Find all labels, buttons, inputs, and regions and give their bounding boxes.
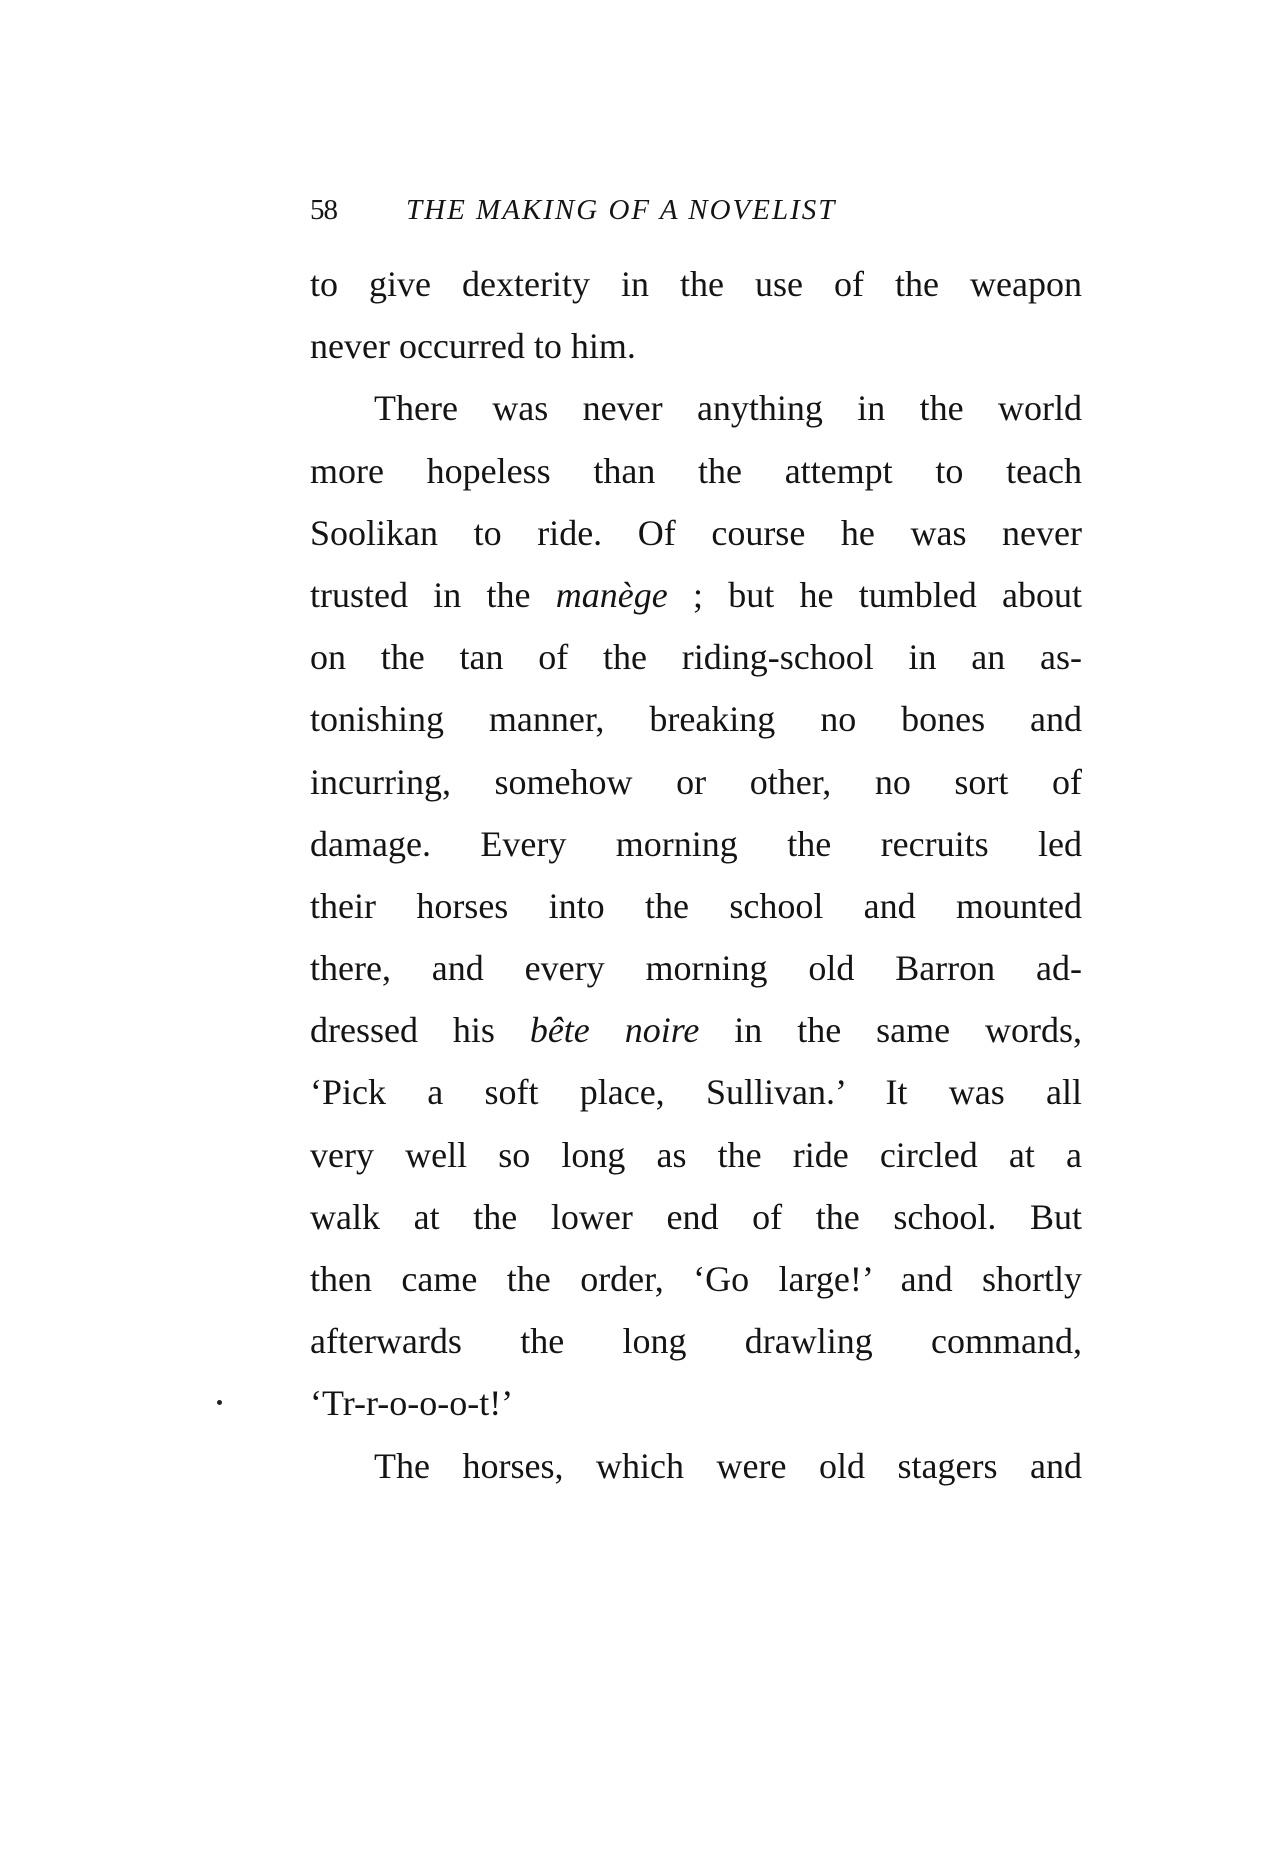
book-page (310, 190, 1082, 1497)
text-line: ‘Pick a soft place, Sullivan.’ It was all (310, 1072, 1082, 1113)
text-line: their horses into the school and mounted (310, 885, 1082, 926)
body-text (310, 253, 1082, 1497)
running-title: THE MAKING OF A NOVELIST (406, 194, 837, 226)
text-line: there, and every morning old Barron ad- (310, 948, 1082, 989)
text-line: on the tan of the riding-school in an as- (310, 637, 1082, 678)
text-line: Soolikan to ride. Of course he was never (310, 512, 1082, 553)
running-head (310, 190, 1082, 230)
paragraph-start-line: The horses, which were old stagers and (374, 1445, 1082, 1486)
text-line: never occurred to him. (310, 326, 636, 367)
text-line: ‘Tr-r-o-o-o-t!’ (310, 1383, 514, 1424)
text-line: then came the order, ‘Go large!’ and shortly (310, 1259, 1082, 1299)
text-line: incurring, somehow or other, no sort of (310, 761, 1082, 802)
text-line: to give dexterity in the use of the weapon (310, 264, 1082, 304)
text-line: more hopeless than the attempt to teach (310, 450, 1082, 491)
text-line: damage. Every morning the recruits led (310, 823, 1082, 864)
page-number: 58 (310, 194, 337, 226)
text-line: tonishing manner, breaking no bones and (310, 699, 1082, 740)
text-line: very well so long as the ride circled at a (310, 1134, 1082, 1175)
text-line: afterwards the long drawling command, (310, 1321, 1082, 1362)
text-line: walk at the lower end of the school. But (310, 1196, 1082, 1237)
italic-term: manège (555, 574, 668, 615)
text-line: trusted in the manège ; but he tumbled about (310, 574, 1082, 615)
text-line: dressed his bête noire in the same words, (310, 1010, 1083, 1051)
ink-speck (217, 1400, 222, 1405)
italic-term: bête noire (529, 1010, 700, 1051)
paragraph-start-line: There was never anything in the world (374, 388, 1082, 429)
